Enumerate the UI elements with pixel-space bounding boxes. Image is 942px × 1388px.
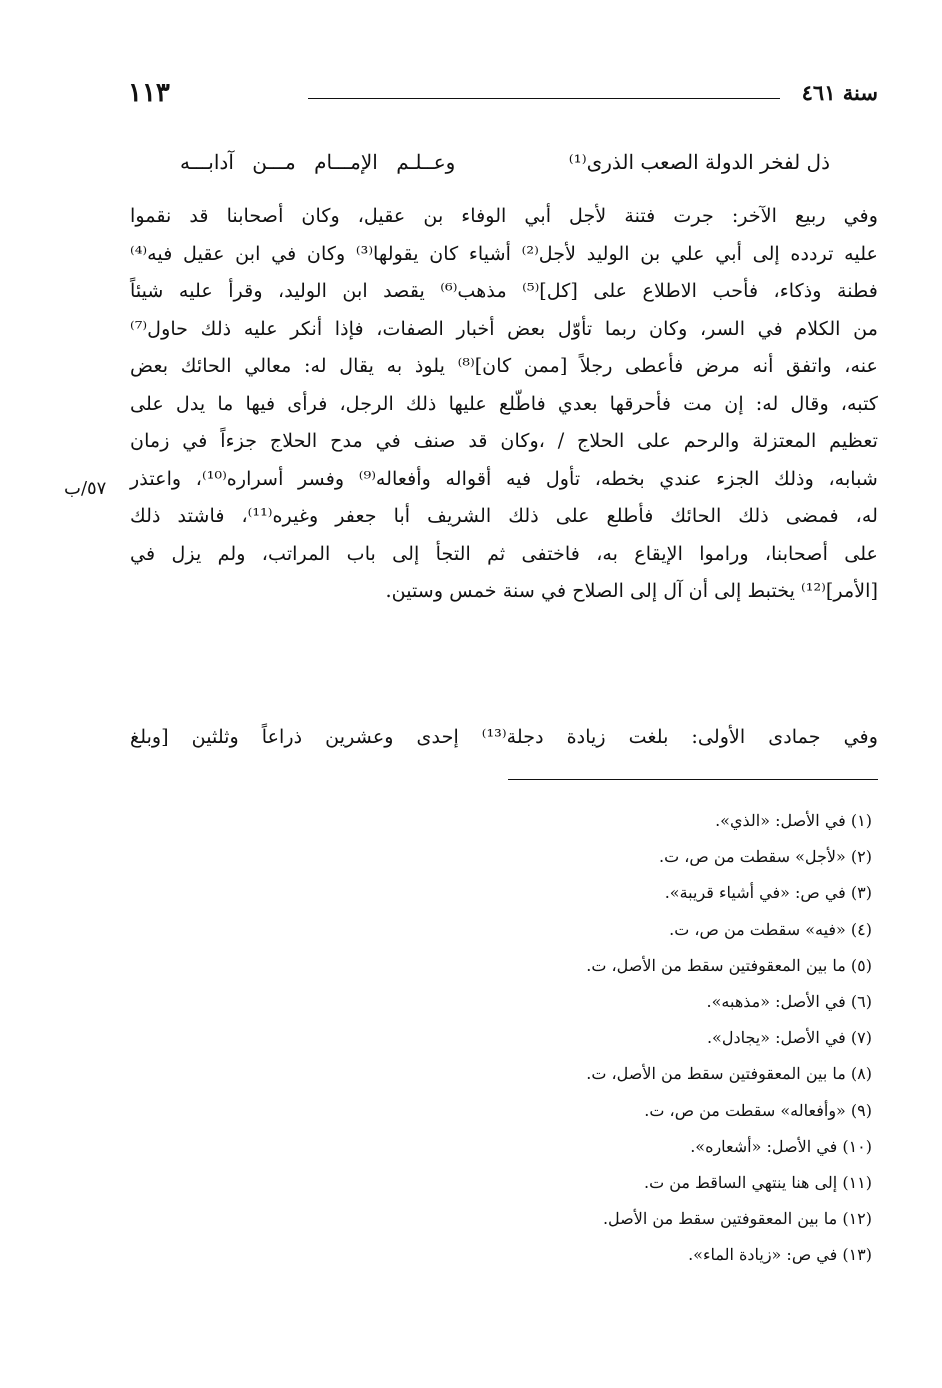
text-line: من الكلام في السر، وكان ربما تأوّل بعض أخبار الصفات، فإذا أنكر عليه ذلك حاول⁽⁷⁾ bbox=[130, 316, 878, 340]
footnote: (٨) ما بين المعقوفتين سقط من الأصل، ت. bbox=[586, 1064, 872, 1084]
manuscript-folio-marker: ٥٧/ب bbox=[64, 478, 107, 499]
text-line: تعظيم المعتزلة والرحم على الحلاج / ،وكان قد صنف في مدح الحلاج جزءاً في زمان bbox=[130, 429, 878, 452]
poem-verse bbox=[180, 150, 830, 186]
second-paragraph bbox=[130, 718, 878, 756]
footnote: (٦) في الأصل: «مذهبه». bbox=[706, 991, 872, 1011]
text-line: فطنة وذكاء، فأحب الاطلاع على [كل]⁽⁵⁾ مذهب⁽⁶⁾ يقصد ابن الوليد، وقرأ عليه شيئاً bbox=[130, 279, 878, 302]
header-rule bbox=[308, 98, 780, 99]
footnotes bbox=[392, 803, 872, 1273]
footnote: (٣) في ص: «في أشياء قريبة». bbox=[664, 883, 872, 903]
text-line: [الأمر]⁽¹²⁾ يختبط إلى أن آل إلى الصلاح في سنة خمس وستين. bbox=[385, 579, 878, 602]
footnote: (٧) في الأصل: «يجادل». bbox=[706, 1028, 872, 1048]
text-line: عنه، واتفق أنه مرض فأعطى رجلاً [ممن كان]⁽⁸⁾ يلوذ به يقال له: معالي الحائك بعض bbox=[130, 354, 878, 377]
text-line: عليه تردده إلى أبي علي بن الوليد لأجل⁽²⁾ أشياء كان يقولها⁽³⁾ وكان في ابن عقيل فيه⁽⁴⁾ bbox=[130, 241, 879, 265]
footnote: (١٢) ما بين المعقوفتين سقط من الأصل. bbox=[602, 1209, 872, 1229]
footnote: (١) في الأصل: «الذي». bbox=[715, 811, 872, 830]
poem-second-hemistich: وعــلـم الإمـــام مـــن آدابـــه bbox=[180, 150, 456, 174]
main-paragraph bbox=[130, 197, 878, 610]
footnote: (٥) ما بين المعقوفتين سقط من الأصل، ت. bbox=[586, 955, 872, 975]
footnote: (١١) إلى هنا ينتهي الساقط من ت. bbox=[643, 1172, 872, 1192]
footnote: (٤) «فيه» سقطت من ص، ت. bbox=[669, 919, 872, 939]
text-line: كتبه، وقال له: إن مت فأحرقها بعدي فاطّلع عليها ذلك الرجل، فرأى فيها ما يدل على bbox=[130, 391, 878, 415]
text-line: وفي جمادى الأولى: بلغت زيادة دجلة⁽¹³⁾ إحدى وعشرين ذراعاً وثلثين [وبلغ bbox=[130, 725, 878, 748]
page-header bbox=[128, 78, 878, 118]
footnote: (١٠) في الأصل: «أشعاره». bbox=[690, 1136, 872, 1156]
footnote: (٢) «لأجل» سقطت من ص، ت. bbox=[659, 847, 872, 867]
text-line: شبابه، وذلك الجزء عندي بخطه، تأول فيه أقواله وأفعاله⁽⁹⁾ وفسر أسراره⁽¹⁰⁾، واعتذر bbox=[130, 466, 878, 490]
text-line: له، فمضى ذلك الحائك فأطلع على ذلك الشريف أبا جعفر وغيره⁽¹¹⁾، فاشتد ذلك bbox=[130, 504, 879, 527]
text-line: على أصحابنا، وراموا الإيقاع به، فاختفى ثم التجأ إلى باب المراتب، ولم يزل في bbox=[130, 541, 878, 565]
footnote: (١٣) في ص: «زيادة الماء». bbox=[688, 1245, 872, 1265]
running-head-year: سنة ٤٦١ bbox=[801, 80, 878, 105]
page-number: ١١٣ bbox=[128, 78, 170, 108]
poem-first-hemistich: ذل لفخر الدولة الصعب الذرى⁽¹⁾ bbox=[568, 150, 830, 174]
footnote: (٩) «وأفعاله» سقطت من ص، ت. bbox=[644, 1100, 872, 1120]
text-line: وفي ربيع الآخر: جرت فتنة لأجل أبي الوفاء بن عقيل، وكان أصحابنا قد نقموا bbox=[130, 204, 878, 227]
footnote-separator bbox=[508, 779, 878, 780]
